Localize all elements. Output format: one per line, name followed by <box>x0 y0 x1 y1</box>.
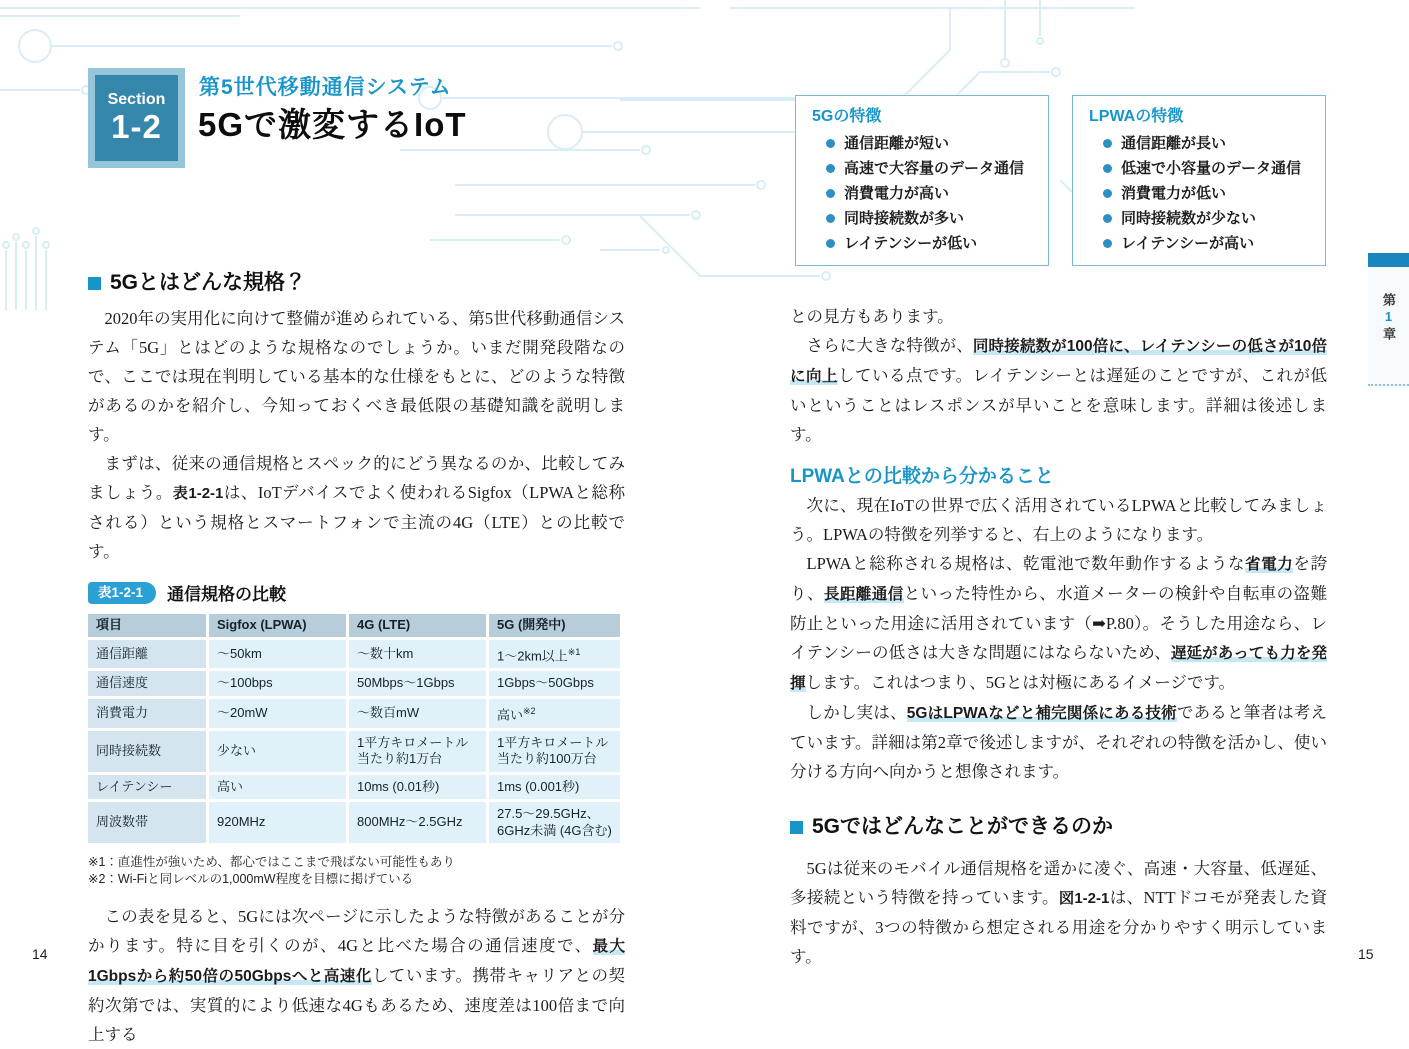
emphasized-text: 遅延があっても力を発揮 <box>790 645 1327 692</box>
cell-item: レイテンシー <box>88 775 206 800</box>
table-caption: 通信規格の比較 <box>167 585 287 604</box>
chapter-tab-bar <box>1368 253 1409 267</box>
paragraph-text: 2020年の実用化に向けて整備が進められている、第5世代移動通信システム「5G」とはどのような規格なのでしょうか。いまだ開発段階なので、ここでは現在判明している基本的な仕様をもとに、どのような特徴があるのかを紹介し、今知っておくべき最低限の基礎知識を説明します。 <box>88 309 625 444</box>
cell-item: 周波数帯 <box>88 802 206 843</box>
cell-sigfox: 〜20mW <box>209 699 346 728</box>
chapter-number: 1 <box>1381 309 1396 327</box>
cell-4g: 〜数十km <box>349 640 486 669</box>
heading-5g-capability <box>790 812 1327 842</box>
cell-sigfox: 920MHz <box>209 802 346 843</box>
section-subtitle: 第5世代移動通信システム <box>199 76 452 99</box>
feature-item <box>1103 231 1317 256</box>
cell-5g-text: 高い <box>497 707 524 723</box>
table-label-badge: 表1-2-1 <box>88 582 156 604</box>
table-row <box>88 775 620 800</box>
bullet-dot-icon <box>1103 239 1112 248</box>
paragraph-text: 次に、現在IoTの世界で広く活用されているLPWAと比較してみましょう。LPWAの特徴を列挙すると、右上のようになります。 <box>790 496 1327 544</box>
feature-box-lpwa-title: LPWAの特徴 <box>1089 108 1184 125</box>
feature-item <box>826 131 1040 156</box>
paragraph-text: は、NTTドコモが発表した資料ですが、3つの特徴から想定される用途を分かりやすく明示しています。 <box>790 888 1327 966</box>
paragraph-text: 5Gは従来のモバイル通信規格を遥かに凌ぐ、高速・大容量、低遅延、多接続という特徴を持っています。 <box>790 859 1327 907</box>
paragraph <box>88 902 625 1049</box>
paragraph-text: であると筆者は考えています。詳細は第2章で後述しますが、それぞれの特徴を活かし、使い分ける方向へ向かうと想像されます。 <box>790 703 1328 781</box>
heading-lpwa-comparison: LPWAとの比較から分かること <box>790 466 1054 487</box>
section-number: 1-2 <box>111 108 162 145</box>
feature-item <box>1103 206 1317 231</box>
feature-item-label: 消費電力が低い <box>1121 185 1227 202</box>
feature-item-label: 通信距離が短い <box>844 135 950 152</box>
feature-item <box>1103 131 1317 156</box>
bullet-dot-icon <box>1103 189 1112 198</box>
table-header-item: 項目 <box>88 614 206 637</box>
table-row <box>88 731 620 772</box>
footnote-2: ※2：Wi-Fiと同レベルの1,000mW程度を目標に掲げている <box>88 872 414 887</box>
cell-4g: 50Mbps〜1Gbps <box>349 671 486 696</box>
feature-box-5g-title: 5Gの特徴 <box>812 108 882 125</box>
cell-sigfox: 高い <box>209 775 346 800</box>
table-footnotes <box>88 854 625 888</box>
chapter-tab-label <box>1379 293 1398 343</box>
cell-sigfox: 〜50km <box>209 640 346 669</box>
cell-4g: 〜数百mW <box>349 699 486 728</box>
feature-item <box>826 156 1040 181</box>
cell-item: 同時接続数 <box>88 731 206 772</box>
feature-item <box>1103 156 1317 181</box>
cell-4g: 10ms (0.01秒) <box>349 775 486 800</box>
cell-5g: 1ms (0.001秒) <box>489 775 620 800</box>
paragraph <box>790 549 1327 698</box>
heading-5g-capability-label: 5Gではどんなことができるのか <box>812 815 1114 838</box>
feature-item <box>826 181 1040 206</box>
feature-item <box>1103 181 1317 206</box>
table-row <box>88 671 620 696</box>
figure-reference: 図1-2-1 <box>1058 890 1110 907</box>
page-title: 5Gで激変するIoT <box>198 106 467 143</box>
bullet-dot-icon <box>826 164 835 173</box>
bullet-dot-icon <box>826 239 835 248</box>
table-row <box>88 802 620 843</box>
cell-5g: 1平方キロメートル当たり約100万台 <box>489 731 620 772</box>
footnote-marker: ※1 <box>567 646 581 657</box>
feature-item <box>826 206 1040 231</box>
feature-item-label: 同時接続数が多い <box>844 210 965 227</box>
heading-bullet-square-icon <box>790 821 803 834</box>
feature-item-label: 低速で小容量のデータ通信 <box>1121 160 1302 177</box>
footnote-marker: ※2 <box>523 705 536 716</box>
cell-sigfox: 少ない <box>209 731 346 772</box>
chapter-suffix: 章 <box>1381 327 1396 343</box>
bullet-dot-icon <box>1103 164 1112 173</box>
right-page-text-column <box>790 302 1327 971</box>
paragraph-text: LPWAと総称される規格は、乾電池で数年動作するような <box>806 554 1246 573</box>
paragraph <box>790 854 1327 971</box>
footnote-1: ※1：直進性が強いため、都心ではここまで飛ばない可能性もあり <box>88 855 455 870</box>
paragraph <box>790 302 1327 331</box>
bullet-dot-icon <box>1103 214 1112 223</box>
feature-item-label: 高速で大容量のデータ通信 <box>844 160 1025 177</box>
bullet-dot-icon <box>1103 139 1112 148</box>
paragraph <box>88 304 625 449</box>
paragraph <box>790 491 1327 549</box>
feature-list-lpwa <box>1089 131 1317 256</box>
paragraph-text: この表を見ると、5Gには次ページに示したような特徴があることが分かります。特に目を引くのが、4Gと比べた場合の通信速度で、 <box>88 907 625 956</box>
bullet-dot-icon <box>826 214 835 223</box>
emphasized-text: 長距離通信 <box>823 586 904 603</box>
table-header-row <box>88 614 620 637</box>
emphasized-text: 省電力 <box>1245 556 1294 573</box>
paragraph <box>790 331 1327 449</box>
paragraph-text: しています。携帯キャリアとの契約次第では、実質的により低速な4Gもあるため、速度差は100倍まで向上する <box>88 966 625 1045</box>
paragraph-text: している点です。レイテンシーとは遅延のことですが、これが低いということはレスポンスが早いことを意味します。詳細は後述します。 <box>790 366 1327 444</box>
cell-5g: 1Gbps〜50Gbps <box>489 671 620 696</box>
cell-5g-text: 1〜2km以上 <box>497 647 568 663</box>
paragraph-text: は、IoTデバイスでよく使われるSigfox（LPWAと総称される）という規格とスマートフォンで主流の4G（LTE）との比較です。 <box>88 483 625 561</box>
heading-5g-standard <box>88 268 625 298</box>
table-header-4g: 4G (LTE) <box>349 614 486 637</box>
paragraph <box>790 698 1327 786</box>
cell-4g: 800MHz〜2.5GHz <box>349 802 486 843</box>
bullet-dot-icon <box>826 189 835 198</box>
feature-box-5g <box>795 95 1049 266</box>
paragraph-text: といった特性から、水道メーターの検針や自転車の盗難防止といった用途に活用されています（➡P.80）。そうした用途なら、レイテンシーの低さは大きな問題にはならないため、 <box>790 584 1327 662</box>
table-header-sigfox: Sigfox (LPWA) <box>209 614 346 637</box>
table-row <box>88 640 620 669</box>
paragraph <box>88 449 625 566</box>
paragraph-text: さらに大きな特徴が、 <box>806 336 973 355</box>
emphasized-text: 最大1Gbpsから約50倍の50Gbpsへと高速化 <box>88 938 625 986</box>
feature-item-label: 消費電力が高い <box>844 185 950 202</box>
cell-item: 通信距離 <box>88 640 206 669</box>
paragraph-text: しかし実は、 <box>806 703 907 722</box>
table-reference: 表1-2-1 <box>172 485 224 502</box>
feature-item-label: レイテンシーが低い <box>844 235 978 252</box>
spec-comparison-table <box>85 611 623 846</box>
cell-5g <box>489 699 620 728</box>
table-caption-row <box>88 580 625 605</box>
cell-5g <box>489 640 620 669</box>
feature-item <box>826 231 1040 256</box>
cell-4g: 1平方キロメートル当たり約1万台 <box>349 731 486 772</box>
chapter-prefix: 第 <box>1381 293 1396 309</box>
chapter-tab <box>1368 253 1409 386</box>
cell-item: 消費電力 <box>88 699 206 728</box>
feature-item-label: 同時接続数が少ない <box>1121 210 1257 227</box>
emphasized-text: 5GはLPWAなどと補完関係にある技術 <box>906 705 1177 722</box>
page-number-right: 15 <box>1358 946 1374 962</box>
feature-box-lpwa <box>1072 95 1326 266</box>
table-header-5g: 5G (開発中) <box>489 614 620 637</box>
cell-sigfox: 〜100bps <box>209 671 346 696</box>
heading-bullet-square-icon <box>88 277 101 290</box>
section-label: Section <box>107 91 166 108</box>
bullet-dot-icon <box>826 139 835 148</box>
table-row <box>88 699 620 728</box>
paragraph-text: との見方もあります。 <box>790 307 954 326</box>
feature-item-label: 通信距離が長い <box>1121 135 1227 152</box>
paragraph-text: まずは、従来の通信規格とスペック的にどう異なるのか、比較してみましょう。 <box>88 454 625 502</box>
cell-item: 通信速度 <box>88 671 206 696</box>
emphasized-text: 同時接続数が100倍に、レイテンシーの低さが10倍に向上 <box>790 338 1328 385</box>
heading-5g-standard-label: 5Gとはどんな規格？ <box>110 271 307 294</box>
section-badge <box>88 68 185 168</box>
paragraph-text: します。これはつまり、5Gとは対極にあるイメージです。 <box>805 673 1236 692</box>
feature-item-label: レイテンシーが高い <box>1121 235 1255 252</box>
paragraph-text: を誇り、 <box>790 554 1327 603</box>
page-number-left: 14 <box>32 946 48 962</box>
left-page-text-column <box>88 268 625 1049</box>
feature-list-5g <box>812 131 1040 256</box>
cell-5g: 27.5〜29.5GHz、6GHz未満 (4G含む) <box>489 802 620 843</box>
